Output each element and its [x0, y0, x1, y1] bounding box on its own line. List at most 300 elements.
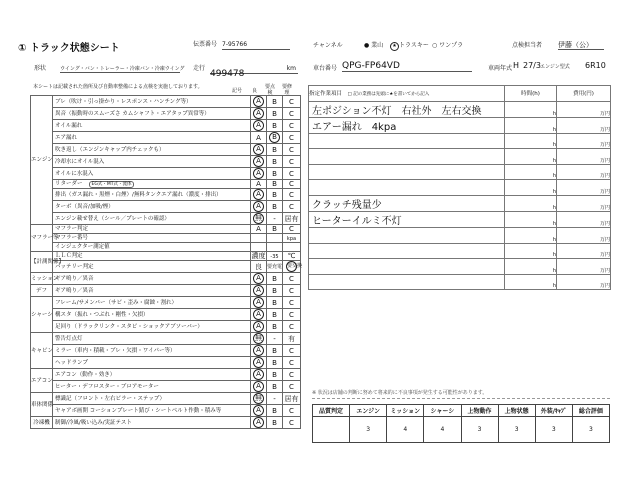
rating-option[interactable] — [267, 285, 283, 297]
rating-option[interactable] — [267, 393, 283, 405]
item-label — [53, 357, 251, 369]
rating-option[interactable] — [267, 243, 283, 252]
time-cell[interactable] — [505, 211, 557, 227]
page-title: ① トラック状態シート — [18, 43, 120, 54]
rating-option[interactable] — [283, 168, 301, 180]
yen-unit: 万円 — [599, 236, 610, 243]
rating-value: B — [272, 298, 277, 307]
type-label: 形状 — [34, 65, 47, 72]
plate-label: 車台番号 — [313, 65, 338, 72]
rating-option[interactable] — [267, 96, 283, 108]
rating-option[interactable] — [283, 144, 301, 156]
yen-unit: 万円 — [599, 173, 610, 180]
rating-option[interactable] — [267, 381, 283, 393]
rating-option[interactable] — [283, 345, 301, 357]
rating-option[interactable] — [267, 417, 283, 429]
grid-row — [31, 144, 301, 156]
rating-option[interactable] — [251, 156, 267, 168]
score-header: 上物状態 — [498, 405, 535, 417]
rating-option[interactable] — [267, 189, 283, 201]
time-cell[interactable] — [505, 101, 557, 117]
rating-value: B — [272, 286, 277, 295]
rating-value: A — [253, 417, 264, 428]
grid-row — [31, 108, 301, 120]
rating-value: C — [289, 133, 294, 142]
rating-value: C — [289, 180, 294, 188]
rating-option[interactable] — [283, 108, 301, 120]
item-label — [53, 297, 251, 309]
rating-value: B — [272, 382, 277, 391]
rating-option[interactable] — [283, 132, 301, 144]
rating-value: - — [273, 334, 276, 343]
remark-row — [309, 211, 611, 227]
rating-option[interactable] — [283, 309, 301, 321]
remark-row — [309, 195, 611, 211]
rating-value: A — [253, 345, 264, 356]
col-good: 良 — [252, 88, 258, 94]
cost-cell[interactable] — [557, 164, 611, 180]
score-header: ミッション — [387, 405, 424, 417]
rating-option[interactable] — [267, 225, 283, 234]
rating-option[interactable] — [267, 345, 283, 357]
remark-row — [309, 117, 611, 133]
category-label: 冷凍機 — [31, 417, 53, 429]
rating-option[interactable] — [283, 189, 301, 201]
time-cell[interactable] — [505, 259, 557, 275]
cost-cell[interactable] — [557, 227, 611, 243]
rating-option[interactable] — [251, 417, 267, 429]
rating-option[interactable] — [283, 297, 301, 309]
remark-text[interactable] — [309, 164, 505, 180]
rating-value: A — [253, 168, 264, 179]
cost-cell[interactable] — [557, 195, 611, 211]
rating-option[interactable] — [283, 234, 301, 243]
category-label: マフラー等 — [31, 225, 53, 252]
remark-text[interactable] — [309, 180, 505, 196]
cost-cell[interactable] — [557, 117, 611, 133]
hour-unit: h — [552, 173, 556, 180]
yen-unit: 万円 — [599, 142, 610, 149]
rating-option[interactable] — [251, 96, 267, 108]
item-label-text: ギア鳴り／異音 — [55, 287, 94, 294]
rating-option[interactable] — [251, 357, 267, 369]
time-cell[interactable] — [505, 149, 557, 165]
item-label-text: 排出（ガス漏れ・黒煙・白煙）/無料タンクエア漏れ（濃度・排出） — [55, 191, 222, 198]
rating-option[interactable] — [283, 180, 301, 189]
hour-unit: h — [552, 157, 556, 164]
remark-text[interactable]: ヒーターイルミ不灯 — [309, 211, 505, 227]
rating-value: C — [289, 346, 294, 355]
item-label — [53, 180, 251, 189]
time-cell[interactable] — [505, 195, 557, 211]
grid-row — [31, 132, 301, 144]
grid-row — [31, 201, 301, 213]
remark-text[interactable] — [309, 274, 505, 290]
year-value: 27/3 — [523, 61, 541, 70]
yen-unit: 万円 — [599, 188, 610, 195]
item-label-text: ヘッドランプ — [55, 359, 89, 366]
cost-cell[interactable] — [557, 101, 611, 117]
yen-unit: 万円 — [599, 283, 610, 290]
remark-text[interactable] — [309, 133, 505, 149]
rating-option[interactable] — [251, 333, 267, 345]
item-label-text: 足回り（ドラックリンク・スタビ・ショックアブソーバー） — [55, 323, 203, 330]
grid-row — [31, 345, 301, 357]
remark-text[interactable]: エアー漏れ 4kpa — [309, 117, 505, 133]
rating-value: 無 — [255, 394, 262, 402]
rating-value: B — [272, 370, 277, 379]
item-label-text: ギア鳴り／異音 — [55, 275, 94, 282]
score-value[interactable]: 3 — [572, 417, 609, 443]
rating-option[interactable] — [251, 243, 267, 252]
rating-option[interactable] — [251, 381, 267, 393]
rating-value: B — [272, 157, 277, 166]
rating-value: B — [272, 310, 277, 319]
rating-value: B — [272, 358, 277, 367]
rating-option[interactable] — [251, 213, 267, 225]
remarks-title: 指定作業項目 — [309, 91, 343, 98]
remark-row — [309, 101, 611, 117]
time-cell[interactable] — [505, 164, 557, 180]
channel-label-2: トラスキー — [399, 42, 429, 49]
channel-option-2[interactable]: ★ トラスキー — [390, 42, 429, 51]
cost-cell[interactable] — [557, 211, 611, 227]
rating-option[interactable] — [251, 132, 267, 144]
grid-row — [31, 120, 301, 132]
time-cell[interactable] — [505, 117, 557, 133]
rating-option[interactable] — [267, 201, 283, 213]
rating-option[interactable] — [251, 285, 267, 297]
remark-row — [309, 274, 611, 290]
rating-value: A — [253, 144, 264, 155]
remark-row — [309, 259, 611, 275]
item-label — [53, 201, 251, 213]
score-value[interactable]: 3 — [350, 417, 387, 443]
rating-value: ℃ — [287, 252, 296, 260]
rating-value: B — [272, 169, 277, 178]
cost-cell[interactable] — [557, 243, 611, 259]
mileage-label: 走行 — [193, 65, 206, 72]
rating-value: A — [253, 96, 264, 107]
rating-option[interactable] — [267, 321, 283, 333]
remark-text[interactable]: クラッチ残量少 — [309, 195, 505, 211]
divider — [312, 398, 610, 399]
grid-row — [31, 321, 301, 333]
rating-value: C — [289, 322, 294, 331]
item-label — [53, 345, 251, 357]
cost-cell[interactable] — [557, 274, 611, 290]
item-label-text: 吹き返し（エンジンキャップ内チェックも） — [55, 146, 165, 153]
rating-value: A — [256, 180, 261, 188]
rating-value: C — [289, 358, 294, 367]
rating-option[interactable] — [267, 309, 283, 321]
item-label-text: ミラー（車内・積載・ブレ・欠損・ワイパー等） — [55, 347, 176, 354]
rating-option[interactable] — [283, 252, 301, 261]
item-label — [53, 309, 251, 321]
rating-option[interactable] — [283, 405, 301, 417]
item-label-text: フレーム/サメンバー（サビ・歪み・腐蝕・割れ） — [55, 299, 178, 306]
rating-value: C — [289, 286, 294, 295]
category-label: エアコン — [31, 369, 53, 393]
rating-option[interactable] — [251, 273, 267, 285]
item-label — [53, 213, 251, 225]
rating-option[interactable] — [267, 297, 283, 309]
item-label-text: エンジン載せ替え（シール／プレートの確認） — [55, 215, 170, 222]
rating-option[interactable] — [283, 273, 301, 285]
rating-option[interactable] — [283, 321, 301, 333]
score-header: エンジン — [350, 405, 387, 417]
rating-option[interactable] — [283, 285, 301, 297]
rating-option[interactable] — [283, 201, 301, 213]
hour-unit: h — [552, 110, 556, 117]
item-label — [53, 108, 251, 120]
rating-value: 良 — [255, 262, 262, 271]
score-header: 品質判定 — [313, 405, 350, 417]
item-label-text: バッテリー判定 — [55, 263, 94, 270]
item-label — [53, 369, 251, 381]
time-header: 時間(h) — [505, 86, 557, 102]
rating-option[interactable] — [283, 393, 301, 405]
remark-text[interactable] — [309, 243, 505, 259]
hour-unit: h — [552, 142, 556, 149]
rating-value: B — [272, 190, 277, 199]
score-value[interactable]: 3 — [535, 417, 572, 443]
channel-option-1[interactable]: ● 業山 — [364, 42, 384, 49]
rating-value: B — [272, 109, 277, 118]
time-cell[interactable] — [505, 180, 557, 196]
rating-option[interactable] — [251, 189, 267, 201]
yen-unit: 万円 — [599, 252, 610, 259]
item-label-text: エアコン（動作・効き） — [55, 371, 116, 378]
rating-option[interactable] — [251, 120, 267, 132]
rating-value: C — [289, 298, 294, 307]
rating-option[interactable] — [267, 168, 283, 180]
rating-option[interactable] — [267, 252, 283, 261]
item-label-text: ＬＬＣ判定 — [55, 253, 83, 259]
item-label-text: オイルに水混入 — [55, 170, 94, 177]
rating-value: A — [253, 273, 264, 284]
rating-option[interactable] — [267, 120, 283, 132]
rating-option[interactable] — [283, 120, 301, 132]
channel-option-3[interactable]: ○ ワンプラ — [432, 42, 464, 49]
item-label — [53, 261, 251, 273]
rating-option[interactable] — [283, 369, 301, 381]
item-label — [53, 120, 251, 132]
remark-text[interactable] — [309, 227, 505, 243]
cost-cell[interactable] — [557, 149, 611, 165]
rating-value: C — [289, 190, 294, 199]
item-label-text: 警告灯点灯 — [55, 335, 83, 342]
rating-option[interactable] — [251, 144, 267, 156]
time-cell[interactable] — [505, 243, 557, 259]
item-label-text: マフラー番号 — [55, 235, 89, 241]
score-value[interactable] — [313, 417, 350, 443]
item-label — [53, 168, 251, 180]
rating-option[interactable] — [251, 369, 267, 381]
grid-row — [31, 213, 301, 225]
rating-option[interactable] — [267, 180, 283, 189]
item-label — [53, 156, 251, 168]
rating-value: C — [289, 274, 294, 283]
score-value[interactable]: 3 — [498, 417, 535, 443]
rating-value: A — [253, 297, 264, 308]
rating-value: B — [272, 406, 277, 415]
score-header: 総合評価 — [572, 405, 609, 417]
grid-row — [31, 273, 301, 285]
item-label — [53, 393, 251, 405]
item-label-text: リターダー — [55, 180, 83, 187]
item-label — [53, 225, 251, 234]
grid-row — [31, 168, 301, 180]
rating-option[interactable] — [267, 156, 283, 168]
rating-value: A — [253, 108, 264, 119]
remark-text[interactable]: 左ポジション不灯 右社外 左右交換 — [309, 101, 505, 117]
hour-unit: h — [552, 220, 556, 227]
time-cell[interactable] — [505, 274, 557, 290]
category-label: エンジン — [31, 96, 53, 225]
rating-value: C — [289, 109, 294, 118]
grid-row — [31, 393, 301, 405]
rating-option[interactable] — [267, 261, 283, 273]
rating-option[interactable] — [251, 261, 267, 273]
rating-option[interactable] — [251, 201, 267, 213]
rating-value: B — [272, 346, 277, 355]
rating-option[interactable] — [283, 357, 301, 369]
rating-value: 要充電 — [267, 264, 283, 270]
rating-value: C — [289, 382, 294, 391]
score-header: シャーシ — [424, 405, 461, 417]
score-value[interactable]: 4 — [387, 417, 424, 443]
time-cell[interactable] — [505, 227, 557, 243]
inspection-grid — [30, 95, 303, 429]
rating-option[interactable] — [251, 252, 267, 261]
score-value[interactable]: 4 — [424, 417, 461, 443]
rating-option[interactable] — [283, 96, 301, 108]
grid-row — [31, 285, 301, 297]
category-label: キャビン — [31, 333, 53, 369]
item-label — [53, 234, 251, 243]
cost-cell[interactable] — [557, 180, 611, 196]
rating-value: 要交換 — [286, 261, 297, 272]
item-label-text: ブレ（吹け・引っ掛かり・レスポンス・ハンチング等） — [55, 98, 192, 105]
item-label — [53, 252, 251, 261]
rating-option[interactable] — [283, 261, 301, 273]
rating-option[interactable] — [267, 405, 283, 417]
grid-row — [31, 357, 301, 369]
category-label: 【計測関係】 — [31, 252, 53, 273]
hour-unit: h — [552, 204, 556, 211]
remark-text[interactable] — [309, 149, 505, 165]
grid-row — [31, 96, 301, 108]
rating-value: A — [253, 369, 264, 380]
rating-value: C — [289, 97, 294, 106]
rating-value: A — [253, 381, 264, 392]
yen-unit: 万円 — [599, 220, 610, 227]
yen-unit: 万円 — [599, 267, 610, 274]
remarks-header — [309, 86, 505, 102]
rating-option[interactable] — [283, 225, 301, 234]
grid-row — [31, 369, 301, 381]
rating-option[interactable] — [267, 357, 283, 369]
cost-cell[interactable] — [557, 133, 611, 149]
rating-value: C — [289, 202, 294, 211]
rating-option[interactable] — [267, 234, 283, 243]
sheet-note: 本シートは記載された箇所及び自動車整備による点検を実施しております。 — [33, 84, 203, 90]
rating-value: B — [272, 121, 277, 130]
rating-option[interactable] — [251, 297, 267, 309]
rating-value: A — [253, 156, 264, 167]
rating-option[interactable] — [251, 180, 267, 189]
cost-header: 費用(円) — [557, 86, 611, 102]
rating-value: 居有 — [284, 394, 299, 403]
rating-value: A — [253, 405, 264, 416]
rating-option[interactable] — [267, 108, 283, 120]
rating-option[interactable] — [267, 369, 283, 381]
grid-row — [31, 417, 301, 429]
col-mark: 記号 — [232, 88, 243, 94]
rating-value: 濃度 — [251, 252, 266, 260]
rating-option[interactable] — [251, 225, 267, 234]
rating-option[interactable] — [267, 273, 283, 285]
rating-value: B — [272, 202, 277, 211]
rating-option[interactable] — [251, 309, 267, 321]
item-label-text: 構スタ（振れ・つぶれ・剛性・欠損） — [55, 311, 149, 318]
rating-option[interactable] — [283, 156, 301, 168]
rating-option[interactable] — [283, 243, 301, 252]
rating-option[interactable] — [251, 321, 267, 333]
rating-value: 居有 — [284, 214, 299, 223]
channel-label-1: 業山 — [371, 42, 384, 49]
item-label-text: マフラー判定 — [55, 226, 89, 232]
hour-unit: h — [552, 188, 556, 195]
rating-option[interactable] — [251, 108, 267, 120]
yen-unit: 万円 — [599, 204, 610, 211]
rating-value: A — [253, 201, 264, 212]
rating-option[interactable] — [251, 393, 267, 405]
rating-option[interactable] — [283, 333, 301, 345]
item-label-text: エア漏れ — [55, 134, 78, 141]
channel-label: チャンネル — [313, 42, 343, 49]
mileage-number: 499478 — [210, 69, 245, 79]
rating-option[interactable] — [251, 168, 267, 180]
cost-cell[interactable] — [557, 259, 611, 275]
rating-option[interactable] — [283, 381, 301, 393]
rating-option[interactable] — [267, 213, 283, 225]
rating-option[interactable] — [267, 132, 283, 144]
grid-row — [31, 225, 301, 234]
rating-option[interactable] — [283, 213, 301, 225]
item-label-text: ヤャアボ画開 コーションプレート錆び・シートベルト作動・積み等 — [55, 407, 222, 414]
rating-option[interactable] — [251, 345, 267, 357]
rating-option[interactable] — [283, 417, 301, 429]
score-value[interactable]: 3 — [461, 417, 498, 443]
rating-option[interactable] — [251, 234, 267, 243]
remark-text[interactable] — [309, 259, 505, 275]
remark-row — [309, 164, 611, 180]
item-label-text: 冷却水にオイル混入 — [55, 158, 105, 165]
rating-option[interactable] — [251, 405, 267, 417]
rating-value: B — [272, 145, 277, 154]
rating-option[interactable] — [267, 333, 283, 345]
slip-label: 伝票番号 — [193, 41, 218, 48]
remark-row — [309, 243, 611, 259]
time-cell[interactable] — [505, 133, 557, 149]
rating-value: A — [256, 133, 261, 142]
hour-unit: h — [552, 267, 556, 274]
rating-option[interactable] — [267, 144, 283, 156]
score-panel — [312, 404, 610, 443]
remark-row — [309, 180, 611, 196]
